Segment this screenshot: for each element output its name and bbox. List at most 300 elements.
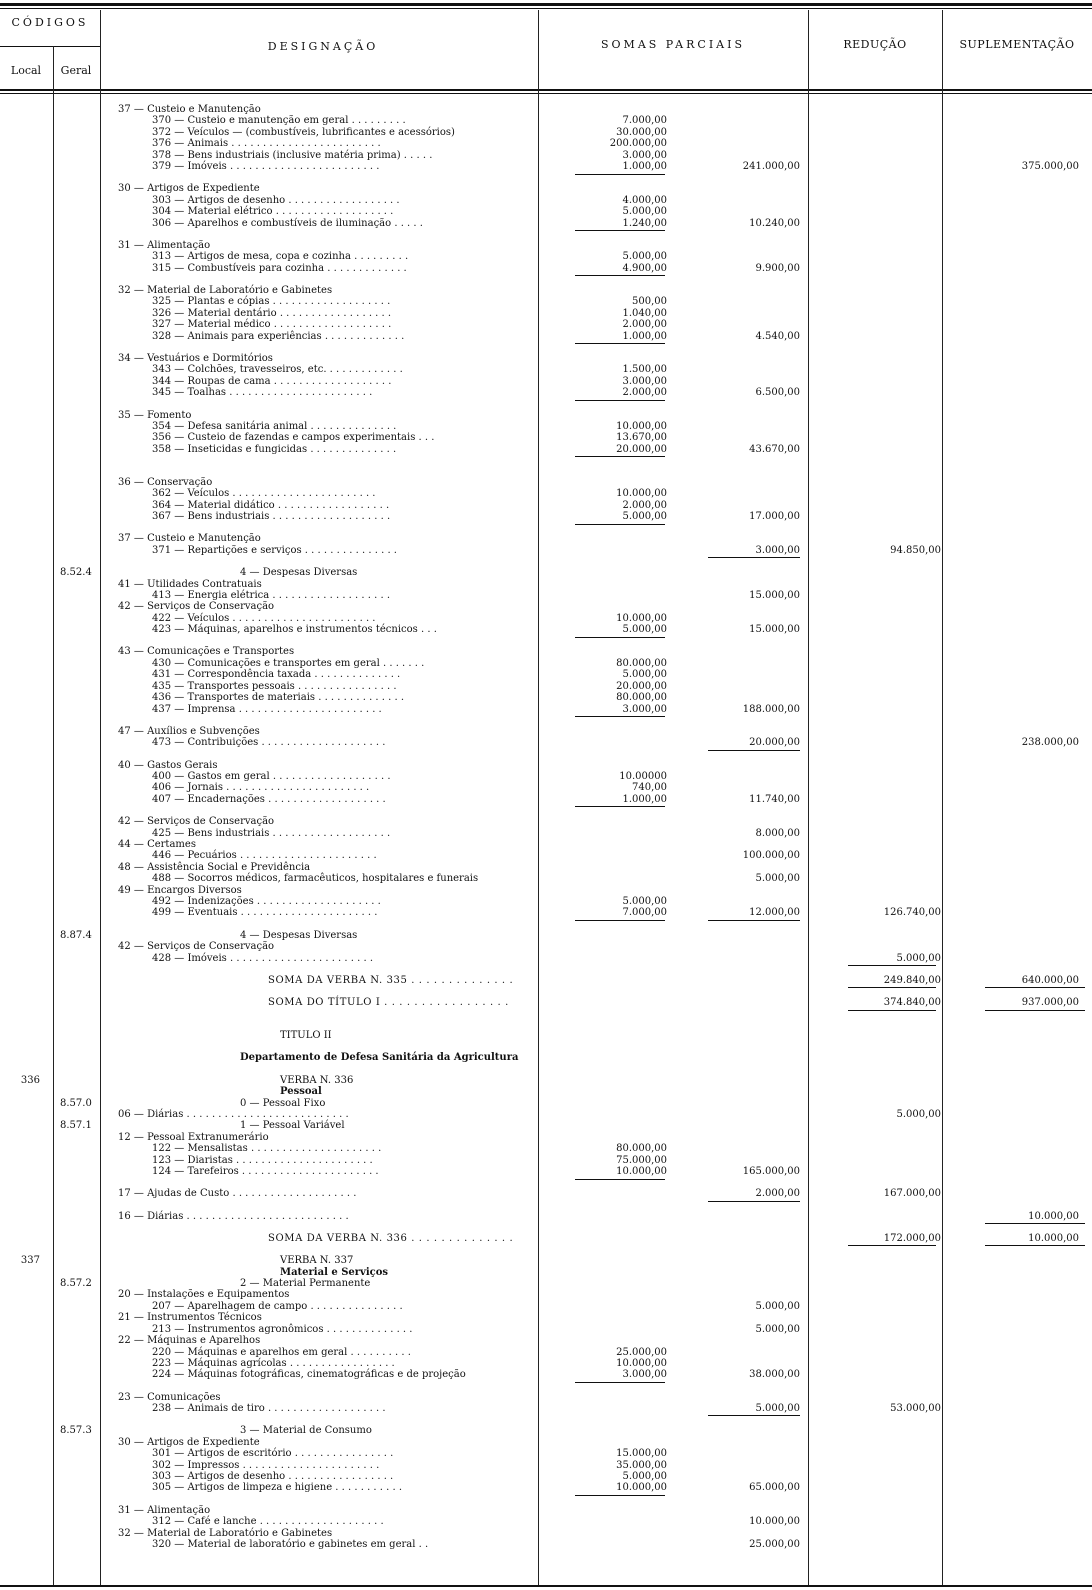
designation: 06 — Diárias . . . . . . . . . . . . . . . . . . . . . . . . . . [118, 1109, 349, 1120]
subtotal-rule [575, 1382, 665, 1383]
designation: 0 — Pessoal Fixo [240, 1097, 326, 1109]
partial-sum-2: 43.670,00 [749, 443, 800, 455]
designation: 436 — Transportes de materiais . . . . . . . . . . . . . . [152, 692, 405, 704]
partial-sum-2: 5.000,00 [755, 1300, 800, 1312]
designation: 43 — Comunicações e Transportes [118, 646, 295, 658]
subtotal-rule [575, 524, 665, 525]
partial-sum-1: 7.000,00 [622, 115, 667, 127]
designation: 31 — Alimentação [118, 1504, 211, 1516]
partial-sum-1: 3.000,00 [622, 703, 667, 715]
designation: 492 — Indenizações . . . . . . . . . . . . . . . . . . . . [152, 896, 381, 907]
table-row [0, 782, 1092, 793]
partial-sum-2: 8.000,00 [755, 827, 800, 839]
partial-sum-1: 4.900,00 [622, 262, 667, 274]
table-row [0, 1255, 1092, 1266]
designation: 40 — Gastos Gerais [118, 759, 218, 771]
table-row [0, 1425, 1092, 1436]
table-row [0, 850, 1092, 861]
designation: 430 — Comunicações e transportes em geral . . . . . . . [152, 657, 425, 669]
designation: 42 — Serviços de Conservação [118, 816, 275, 827]
table-row [0, 240, 1092, 251]
table-row [0, 1052, 1092, 1063]
table-row [0, 364, 1092, 375]
table-row [0, 1312, 1092, 1323]
designation: 413 — Energia elétrica . . . . . . . . . . . . . . . . . . . [152, 589, 391, 601]
designation: 4 — Despesas Diversas [240, 567, 358, 579]
table-row [0, 771, 1092, 782]
partial-sum-1: 7.000,00 [622, 907, 667, 919]
table-row [0, 1211, 1092, 1222]
table-row [0, 432, 1092, 443]
designation: 437 — Imprensa . . . . . . . . . . . . . . . . . . . . . . . [152, 703, 382, 715]
suplementacao-value: 10.000,00 [1028, 1210, 1079, 1222]
table-row [0, 567, 1092, 578]
designation: 406 — Jornais . . . . . . . . . . . . . . . . . . . . . . . [152, 782, 370, 794]
table-row [0, 127, 1092, 138]
header-reducao: REDUÇÃO [843, 38, 907, 51]
designation: 23 — Comunicações [118, 1391, 221, 1403]
designation: 37 — Custeio e Manutenção [118, 104, 261, 115]
designation: 407 — Encadernações . . . . . . . . . . . . . . . . . . . [152, 793, 386, 805]
total-rule-reducao [848, 965, 936, 966]
subtotal-rule-2 [708, 920, 800, 921]
subtotal-rule [575, 230, 665, 231]
table-row [0, 1505, 1092, 1516]
table-row [0, 296, 1092, 307]
table-row [0, 206, 1092, 217]
table-row [0, 1369, 1092, 1380]
designation: 423 — Máquinas, aparelhos e instrumentos técnicos . . . [152, 624, 437, 636]
designation: 1 — Pessoal Variável [240, 1120, 345, 1132]
subtotal-rule [575, 456, 665, 457]
partial-sum-2: 15.000,00 [749, 624, 800, 636]
designation: 362 — Veículos . . . . . . . . . . . . . . . . . . . . . . . [152, 488, 376, 500]
table-row [0, 816, 1092, 827]
table-row [0, 308, 1092, 319]
table-row [0, 1086, 1092, 1097]
table-row [0, 896, 1092, 907]
table-row [0, 500, 1092, 511]
partial-sum-2: 9.900,00 [755, 262, 800, 274]
partial-sum-1: 1.040,00 [622, 307, 667, 319]
suplementacao-value: 937.000,00 [1021, 997, 1079, 1008]
partial-sum-2: 241.000,00 [742, 161, 800, 173]
table-row [0, 646, 1092, 657]
partial-sum-1: 5.000,00 [622, 896, 667, 907]
table-row [0, 941, 1092, 952]
total-rule-suplementacao [985, 987, 1085, 988]
table-row [0, 183, 1092, 194]
table-row [0, 1448, 1092, 1459]
geral-code: 8.57.1 [60, 1120, 92, 1132]
designation: 32 — Material de Laboratório e Gabinetes [118, 285, 333, 296]
table-row [0, 975, 1092, 986]
partial-sum-1: 25.000,00 [616, 1346, 667, 1358]
designation: 315 — Combustíveis para cozinha . . . . . . . . . . . . . [152, 262, 407, 274]
designation: 4 — Despesas Diversas [240, 929, 358, 941]
designation: Material e Serviços [280, 1266, 389, 1278]
partial-sum-1: 200.000,00 [609, 138, 667, 150]
subtotal-rule [575, 1179, 665, 1180]
table-row [0, 760, 1092, 771]
designation: 400 — Gastos em geral . . . . . . . . . . . . . . . . . . . [152, 770, 391, 782]
designation: 124 — Tarefeiros . . . . . . . . . . . . . . . . . . . . . . [152, 1166, 379, 1178]
designation: 499 — Eventuais . . . . . . . . . . . . . . . . . . . . . . [152, 907, 378, 919]
partial-sum-1: 80.000,00 [616, 1143, 667, 1155]
designation: 12 — Pessoal Extranumerário [118, 1131, 269, 1143]
designation: 303 — Artigos de desenho . . . . . . . . . . . . . . . . . [152, 1471, 394, 1482]
partial-sum-1: 10.000,00 [616, 1482, 667, 1494]
table-row [0, 319, 1092, 330]
designation: 326 — Material dentário . . . . . . . . . . . . . . . . . . [152, 307, 392, 319]
bottom-rule [0, 1585, 1092, 1587]
designation: 42 — Serviços de Conservação [118, 941, 275, 953]
partial-sum-1: 740,00 [632, 782, 667, 794]
partial-sum-2: 188.000,00 [742, 703, 800, 715]
designation: 223 — Máquinas agrícolas . . . . . . . . . . . . . . . . . [152, 1357, 395, 1369]
designation: 446 — Pecuários . . . . . . . . . . . . . . . . . . . . . . [152, 850, 377, 862]
designation: 358 — Inseticidas e fungicidas . . . . . . . . . . . . . . [152, 443, 397, 455]
designation: 123 — Diaristas . . . . . . . . . . . . . . . . . . . . . . [152, 1154, 373, 1166]
designation: 435 — Transportes pessoais . . . . . . . . . . . . . . . . [152, 680, 397, 692]
table-row [0, 511, 1092, 522]
designation: 312 — Café e lanche . . . . . . . . . . . . . . . . . . . . [152, 1516, 384, 1528]
partial-sum-2: 38.000,00 [749, 1369, 800, 1381]
table-row [0, 1267, 1092, 1278]
partial-sum-1: 1.500,00 [622, 364, 667, 376]
table-row [0, 885, 1092, 896]
table-row [0, 488, 1092, 499]
table-row [0, 387, 1092, 398]
designation: 224 — Máquinas fotográficas, cinematográficas e de projeção [152, 1369, 466, 1381]
partial-sum-1: 30.000,00 [616, 126, 667, 138]
designation: 367 — Bens industriais . . . . . . . . . . . . . . . . . . . [152, 511, 391, 523]
designation: 371 — Repartições e serviços . . . . . . . . . . . . . . . [152, 544, 397, 556]
subtotal-rule [575, 174, 665, 175]
table-row [0, 681, 1092, 692]
designation: 431 — Correspondência taxada . . . . . . . . . . . . . . [152, 669, 401, 681]
subtotal-rule [575, 806, 665, 807]
partial-sum-1: 5.000,00 [622, 1471, 667, 1482]
header-bottom-rule [0, 89, 1092, 91]
table-row [0, 613, 1092, 624]
designation: 220 — Máquinas e aparelhos em geral . . . . . . . . . . [152, 1346, 411, 1358]
partial-sum-1: 80.000,00 [616, 657, 667, 669]
designation: 44 — Certames [118, 838, 196, 850]
table-row [0, 545, 1092, 556]
table-row [0, 1132, 1092, 1143]
geral-code: 8.87.4 [60, 929, 92, 941]
table-row [0, 839, 1092, 850]
suplementacao-value: 10.000,00 [1028, 1232, 1079, 1244]
partial-sum-1: 5.000,00 [622, 669, 667, 681]
designation: 31 — Alimentação [118, 239, 211, 251]
designation: 35 — Fomento [118, 409, 192, 421]
partial-sum-1: 10.000,00 [616, 420, 667, 432]
header-geral: Geral [60, 64, 92, 77]
table-row [0, 376, 1092, 387]
designation: 3 — Material de Consumo [240, 1425, 372, 1437]
header-designacao: DESIGNAÇÃO [267, 40, 379, 53]
partial-sum-2: 25.000,00 [749, 1538, 800, 1550]
partial-sum-2: 4.540,00 [755, 330, 800, 342]
table-row [0, 658, 1092, 669]
total-rule-reducao [848, 987, 936, 988]
table-row [0, 410, 1092, 421]
designation: 488 — Socorros médicos, farmacêuticos, hospitalares e funerais [152, 873, 479, 885]
table-row [0, 1233, 1092, 1244]
designation: 34 — Vestuários e Dormitórios [118, 353, 273, 364]
designation: VERBA N. 337 [280, 1255, 354, 1267]
subtotal-rule-2 [708, 1415, 800, 1416]
reducao-value: 94.850,00 [890, 544, 941, 556]
table-row [0, 907, 1092, 918]
partial-sum-2: 2.000,00 [755, 1188, 800, 1200]
designation: 238 — Animais de tiro . . . . . . . . . . . . . . . . . . . [152, 1403, 386, 1414]
reducao-value: 5.000,00 [896, 1109, 941, 1120]
table-row [0, 138, 1092, 149]
partial-sum-2: 15.000,00 [749, 589, 800, 601]
partial-sum-1: 1.240,00 [622, 217, 667, 229]
partial-sum-1: 10.000,00 [616, 612, 667, 624]
partial-sum-1: 20.000,00 [616, 680, 667, 692]
table-row [0, 263, 1092, 274]
table-row [0, 150, 1092, 161]
table-row [0, 953, 1092, 964]
partial-sum-1: 5.000,00 [622, 251, 667, 263]
header-somas-parciais: SOMAS PARCIAIS [601, 38, 745, 51]
designation: 313 — Artigos de mesa, copa e cozinha . . . . . . . . . [152, 251, 409, 263]
partial-sum-2: 5.000,00 [755, 873, 800, 885]
table-row [0, 1301, 1092, 1312]
subtotal-rule [575, 920, 665, 921]
designation: 213 — Instrumentos agronômicos . . . . . . . . . . . . . . [152, 1323, 413, 1335]
partial-sum-1: 10.000,00 [616, 1357, 667, 1369]
header-codigos-rule [0, 46, 100, 47]
table-row [0, 1528, 1092, 1539]
table-row [0, 601, 1092, 612]
table-row [0, 1289, 1092, 1300]
designation: 16 — Diárias . . . . . . . . . . . . . . . . . . . . . . . . . . [118, 1210, 349, 1222]
partial-sum-1: 1.000,00 [622, 161, 667, 173]
suplementacao-value: 640.000,00 [1021, 974, 1079, 986]
partial-sum-1: 3.000,00 [622, 149, 667, 161]
table-row [0, 353, 1092, 364]
partial-sum-1: 1.000,00 [622, 330, 667, 342]
table-row [0, 930, 1092, 941]
reducao-value: 53.000,00 [890, 1403, 941, 1414]
designation: 304 — Material elétrico . . . . . . . . . . . . . . . . . . . [152, 206, 394, 218]
partial-sum-1: 20.000,00 [616, 443, 667, 455]
partial-sum-1: 5.000,00 [622, 624, 667, 636]
table-row [0, 1075, 1092, 1086]
designation: 41 — Utilidades Contratuais [118, 578, 262, 590]
subtotal-rule [575, 275, 665, 276]
table-row [0, 477, 1092, 488]
table-row [0, 726, 1092, 737]
total-rule-suplementacao [985, 1245, 1085, 1246]
partial-sum-1: 10.000,00 [616, 488, 667, 500]
designation: 32 — Material de Laboratório e Gabinetes [118, 1527, 333, 1539]
suplementacao-value: 238.000,00 [1021, 737, 1079, 749]
total-rule-reducao [848, 1010, 936, 1011]
partial-sum-1: 2.000,00 [622, 387, 667, 399]
table-row [0, 1278, 1092, 1289]
table-row [0, 1188, 1092, 1199]
table-row [0, 704, 1092, 715]
partial-sum-1: 35.000,00 [616, 1459, 667, 1471]
designation: 328 — Animais para experiências . . . . . . . . . . . . . [152, 330, 405, 342]
table-row [0, 1358, 1092, 1369]
designation: 42 — Serviços de Conservação [118, 601, 275, 613]
designation: SOMA DA VERBA N. 336 . . . . . . . . . . . . . . [268, 1232, 514, 1244]
geral-code: 8.57.2 [60, 1278, 92, 1289]
designation: 473 — Contribuições . . . . . . . . . . . . . . . . . . . . [152, 737, 386, 749]
table-row [0, 1143, 1092, 1154]
designation: 302 — Impressos . . . . . . . . . . . . . . . . . . . . . . [152, 1459, 380, 1471]
table-row [0, 1347, 1092, 1358]
partial-sum-2: 65.000,00 [749, 1482, 800, 1494]
table-row [0, 1335, 1092, 1346]
designation: 47 — Auxílios e Subvenções [118, 725, 260, 737]
designation: 306 — Aparelhos e combustíveis de iluminação . . . . . [152, 217, 423, 229]
designation: SOMA DA VERBA N. 335 . . . . . . . . . . . . . . [268, 974, 514, 986]
partial-sum-2: 10.240,00 [749, 217, 800, 229]
partial-sum-1: 5.000,00 [622, 206, 667, 218]
table-row [0, 1437, 1092, 1448]
designation: 122 — Mensalistas . . . . . . . . . . . . . . . . . . . . . [152, 1143, 382, 1155]
partial-sum-1: 2.000,00 [622, 319, 667, 331]
total-rule-suplementacao [985, 1010, 1085, 1011]
designation: 301 — Artigos de escritório . . . . . . . . . . . . . . . . [152, 1448, 394, 1460]
table-row [0, 218, 1092, 229]
partial-sum-1: 5.000,00 [622, 511, 667, 523]
designation: 370 — Custeio e manutenção em geral . . . . . . . . . [152, 115, 406, 127]
table-row [0, 1030, 1092, 1041]
reducao-value: 172.000,00 [883, 1232, 941, 1244]
partial-sum-2: 3.000,00 [755, 544, 800, 556]
partial-sum-2: 12.000,00 [749, 907, 800, 919]
designation: 303 — Artigos de desenho . . . . . . . . . . . . . . . . . . [152, 194, 400, 206]
partial-sum-2: 17.000,00 [749, 511, 800, 523]
partial-sum-2: 165.000,00 [742, 1166, 800, 1178]
subtotal-rule-2 [708, 557, 800, 558]
partial-sum-2: 5.000,00 [755, 1323, 800, 1335]
table-row [0, 195, 1092, 206]
table-row [0, 1098, 1092, 1109]
header-local: Local [10, 64, 42, 77]
partial-sum-1: 75.000,00 [616, 1154, 667, 1166]
table-row [0, 1120, 1092, 1131]
table-row [0, 421, 1092, 432]
subtotal-rule [575, 637, 665, 638]
table-row [0, 862, 1092, 873]
partial-sum-1: 3.000,00 [622, 1369, 667, 1381]
table-row [0, 579, 1092, 590]
designation: 22 — Máquinas e Aparelhos [118, 1335, 261, 1347]
table-row [0, 444, 1092, 455]
table-row [0, 1460, 1092, 1471]
designation: 428 — Imóveis . . . . . . . . . . . . . . . . . . . . . . . [152, 952, 374, 964]
designation: 379 — Imóveis . . . . . . . . . . . . . . . . . . . . . . . . [152, 161, 380, 173]
designation: Departamento de Defesa Sanitária da Agricultura [240, 1052, 519, 1064]
local-code: 337 [20, 1255, 40, 1267]
table-row [0, 533, 1092, 544]
total-rule-reducao [848, 1245, 936, 1246]
designation: 378 — Bens industriais (inclusive matéria prima) . . . . . [152, 149, 433, 161]
designation: 356 — Custeio de fazendas e campos experimentais . . . [152, 432, 435, 444]
reducao-value: 374.840,00 [883, 997, 941, 1008]
suplementacao-value: 375.000,00 [1021, 161, 1079, 173]
geral-code: 8.52.4 [60, 567, 92, 579]
designation: 17 — Ajudas de Custo . . . . . . . . . . . . . . . . . . . . [118, 1188, 357, 1200]
designation: 207 — Aparelhagem de campo . . . . . . . . . . . . . . . [152, 1300, 403, 1312]
table-row [0, 1324, 1092, 1335]
header-suplementacao: SUPLEMENTAÇÃO [959, 38, 1075, 51]
designation: 49 — Encargos Diversos [118, 884, 242, 896]
table-row [0, 1109, 1092, 1120]
designation: VERBA N. 336 [280, 1074, 354, 1086]
partial-sum-1: 1.000,00 [622, 793, 667, 805]
total-rule-suplementacao [985, 1223, 1085, 1224]
designation: 372 — Veículos — (combustíveis, lubrificantes e acessórios) [152, 126, 455, 138]
designation: 305 — Artigos de limpeza e higiene . . . . . . . . . . . [152, 1482, 403, 1494]
designation: 376 — Animais . . . . . . . . . . . . . . . . . . . . . . . . [152, 138, 381, 150]
designation: 48 — Assistência Social e Previdência [118, 861, 311, 873]
table-row [0, 1392, 1092, 1403]
table-row [0, 115, 1092, 126]
designation: 30 — Artigos de Expediente [118, 1436, 260, 1448]
table-row [0, 1482, 1092, 1493]
designation: 21 — Instrumentos Técnicos [118, 1312, 262, 1324]
top-rule-thin [0, 8, 1092, 9]
partial-sum-2: 20.000,00 [749, 737, 800, 749]
table-row [0, 669, 1092, 680]
subtotal-rule-2 [708, 750, 800, 751]
subtotal-rule [575, 400, 665, 401]
designation: 325 — Plantas e cópias . . . . . . . . . . . . . . . . . . . [152, 296, 391, 308]
subtotal-rule-2 [708, 1201, 800, 1202]
designation: TITULO II [280, 1030, 332, 1042]
geral-code: 8.57.3 [60, 1425, 92, 1437]
table-row [0, 873, 1092, 884]
partial-sum-1: 15.000,00 [616, 1448, 667, 1460]
partial-sum-1: 3.000,00 [622, 375, 667, 387]
designation: SOMA DO TÍTULO I . . . . . . . . . . . . . . . . . [268, 997, 509, 1008]
partial-sum-1: 500,00 [632, 296, 667, 308]
partial-sum-1: 4.000,00 [622, 194, 667, 206]
table-row [0, 285, 1092, 296]
designation: Pessoal [280, 1086, 322, 1098]
local-code: 336 [20, 1074, 40, 1086]
partial-sum-1: 80.000,00 [616, 692, 667, 704]
designation: 364 — Material didático . . . . . . . . . . . . . . . . . . [152, 499, 390, 511]
table-row [0, 997, 1092, 1008]
geral-code: 8.57.0 [60, 1097, 92, 1109]
designation: 2 — Material Permanente [240, 1278, 371, 1289]
subtotal-rule [575, 716, 665, 717]
designation: 344 — Roupas de cama . . . . . . . . . . . . . . . . . . . [152, 375, 392, 387]
table-row [0, 1155, 1092, 1166]
subtotal-rule [575, 1495, 665, 1496]
table-row [0, 794, 1092, 805]
table-row [0, 1539, 1092, 1550]
partial-sum-2: 10.000,00 [749, 1516, 800, 1528]
partial-sum-1: 10.000,00 [616, 1166, 667, 1178]
partial-sum-2: 6.500,00 [755, 387, 800, 399]
table-row [0, 1403, 1092, 1414]
designation: 345 — Toalhas . . . . . . . . . . . . . . . . . . . . . . . [152, 387, 373, 399]
